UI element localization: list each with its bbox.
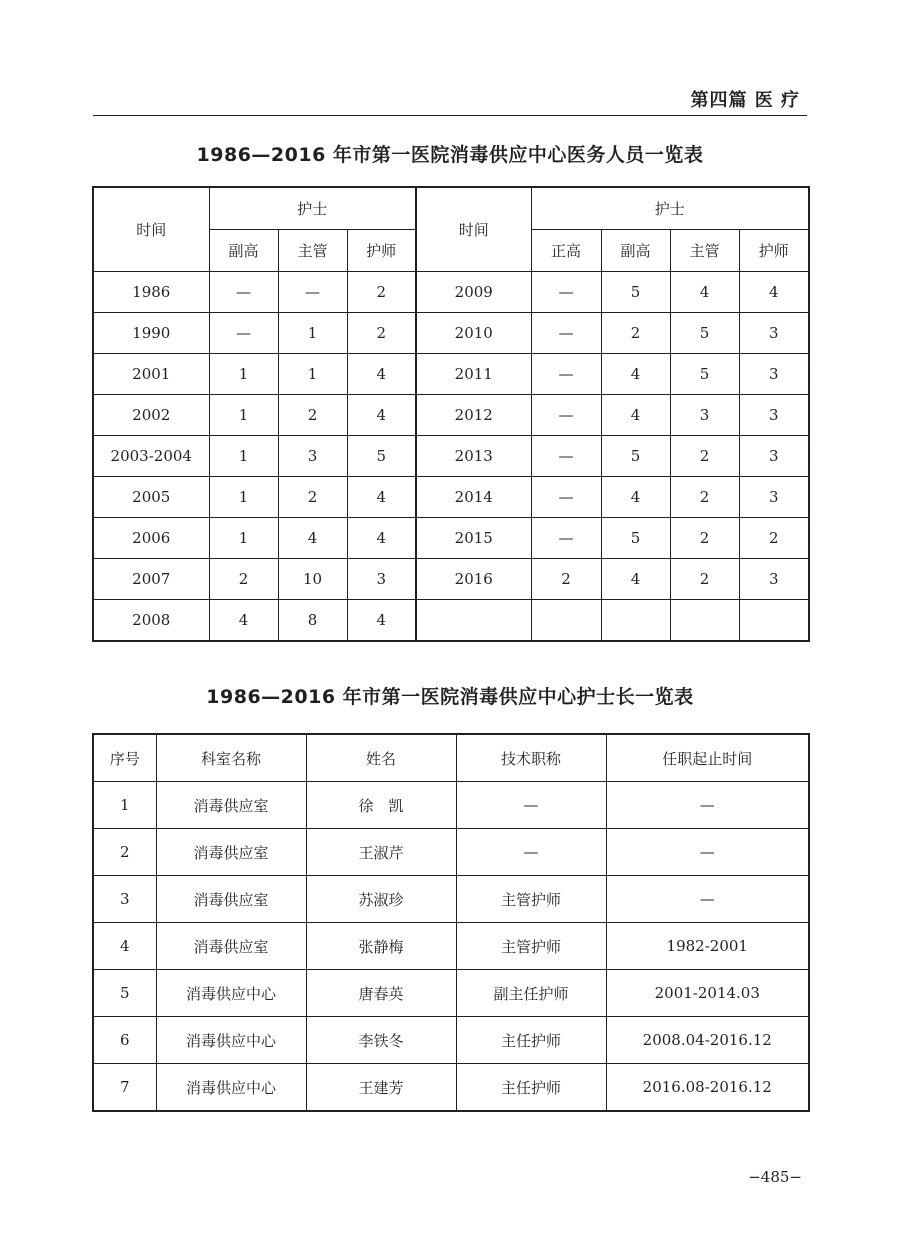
table-cell: 5 xyxy=(601,518,670,559)
table-row xyxy=(93,436,809,477)
table-cell: 消毒供应中心 xyxy=(156,1064,306,1112)
col-header: 技术职称 xyxy=(456,734,606,782)
table-cell: 3 xyxy=(347,559,416,600)
time-header: 时间 xyxy=(93,187,209,272)
table-cell: 4 xyxy=(347,477,416,518)
table-cell: 4 xyxy=(347,354,416,395)
table-row xyxy=(93,970,809,1017)
table-cell: 2008 xyxy=(93,600,209,642)
table-cell: — xyxy=(209,313,278,354)
table-cell: 1 xyxy=(209,436,278,477)
col-header: 序号 xyxy=(93,734,156,782)
table-cell: 2009 xyxy=(416,272,531,313)
col-header: 主管 xyxy=(670,230,739,272)
table-cell: 2 xyxy=(278,477,347,518)
table-cell: 1 xyxy=(209,395,278,436)
table-cell: 主任护师 xyxy=(456,1017,606,1064)
table-cell: 1990 xyxy=(93,313,209,354)
table-cell: 2 xyxy=(347,313,416,354)
table-cell: 3 xyxy=(739,559,809,600)
table-cell: 副主任护师 xyxy=(456,970,606,1017)
table-cell: 2008.04-2016.12 xyxy=(606,1017,809,1064)
table-cell: 1 xyxy=(278,354,347,395)
table-cell: — xyxy=(278,272,347,313)
table-row xyxy=(93,354,809,395)
header-rule xyxy=(93,115,807,116)
table-cell: 1 xyxy=(93,782,156,829)
table-cell: 2015 xyxy=(416,518,531,559)
head-nurse-table xyxy=(92,733,810,1112)
table-cell: — xyxy=(531,436,601,477)
table-cell: 消毒供应室 xyxy=(156,876,306,923)
table-cell: — xyxy=(606,829,809,876)
table-cell: 2007 xyxy=(93,559,209,600)
table-cell: — xyxy=(531,313,601,354)
col-header: 副高 xyxy=(601,230,670,272)
col-header: 护师 xyxy=(347,230,416,272)
table-cell: — xyxy=(531,395,601,436)
table-cell: — xyxy=(531,354,601,395)
table-cell: 主管护师 xyxy=(456,923,606,970)
table-row xyxy=(93,272,809,313)
table-cell: — xyxy=(456,782,606,829)
table-cell: 2010 xyxy=(416,313,531,354)
table-cell: 2 xyxy=(670,518,739,559)
table-cell: 3 xyxy=(93,876,156,923)
table-row xyxy=(93,876,809,923)
table-cell: 8 xyxy=(278,600,347,642)
table-cell: 5 xyxy=(670,313,739,354)
table-cell: 4 xyxy=(601,395,670,436)
table-cell: 消毒供应室 xyxy=(156,923,306,970)
table-cell: 2006 xyxy=(93,518,209,559)
table-cell: 1 xyxy=(209,477,278,518)
table-cell: 主管护师 xyxy=(456,876,606,923)
table-cell: 6 xyxy=(93,1017,156,1064)
col-header: 正高 xyxy=(531,230,601,272)
table-cell: 1 xyxy=(278,313,347,354)
table-cell: 5 xyxy=(601,436,670,477)
table-cell: 4 xyxy=(601,477,670,518)
table-cell: 苏淑珍 xyxy=(306,876,456,923)
table-cell: 4 xyxy=(670,272,739,313)
table-cell: 2 xyxy=(601,313,670,354)
table-row xyxy=(93,518,809,559)
table-cell: 2016 xyxy=(416,559,531,600)
table-cell: 2 xyxy=(670,436,739,477)
table-cell xyxy=(601,600,670,642)
table-cell: 5 xyxy=(93,970,156,1017)
time-header: 时间 xyxy=(416,187,531,272)
table-cell: 2 xyxy=(531,559,601,600)
staff-table-title: 1986—2016 年市第一医院消毒供应中心医务人员一览表 xyxy=(196,144,704,166)
table-cell: — xyxy=(606,876,809,923)
page-number: −485− xyxy=(748,1168,802,1186)
table-row xyxy=(93,477,809,518)
table-cell: 王淑芹 xyxy=(306,829,456,876)
table-cell: 2012 xyxy=(416,395,531,436)
table-cell: — xyxy=(531,477,601,518)
table-cell: 1 xyxy=(209,518,278,559)
table-cell: 3 xyxy=(670,395,739,436)
table-cell: 2 xyxy=(670,477,739,518)
table-cell: 2014 xyxy=(416,477,531,518)
table-cell: 消毒供应室 xyxy=(156,829,306,876)
table-cell: 2001-2014.03 xyxy=(606,970,809,1017)
table-row xyxy=(93,313,809,354)
table-cell: 3 xyxy=(278,436,347,477)
table-cell: 4 xyxy=(278,518,347,559)
table-cell: 唐春英 xyxy=(306,970,456,1017)
table-cell: 张静梅 xyxy=(306,923,456,970)
table-row xyxy=(93,395,809,436)
col-header: 副高 xyxy=(209,230,278,272)
table-row xyxy=(93,1064,809,1112)
table-cell: 2016.08-2016.12 xyxy=(606,1064,809,1112)
running-head: 第四篇 医 疗 xyxy=(690,90,800,111)
col-header: 护师 xyxy=(739,230,809,272)
table-cell: 2 xyxy=(278,395,347,436)
table-cell: 李铁冬 xyxy=(306,1017,456,1064)
table-cell: — xyxy=(456,829,606,876)
table-cell: 4 xyxy=(347,395,416,436)
table-cell: 2005 xyxy=(93,477,209,518)
table-cell: — xyxy=(606,782,809,829)
table-cell: 2001 xyxy=(93,354,209,395)
table-cell: 2003-2004 xyxy=(93,436,209,477)
table-cell: 4 xyxy=(93,923,156,970)
table-cell: 3 xyxy=(739,436,809,477)
table-cell: 5 xyxy=(670,354,739,395)
table-cell: 3 xyxy=(739,395,809,436)
table-row xyxy=(93,829,809,876)
table-cell: 主任护师 xyxy=(456,1064,606,1112)
table-cell: 1982-2001 xyxy=(606,923,809,970)
table-cell: 2011 xyxy=(416,354,531,395)
table-cell: 3 xyxy=(739,354,809,395)
col-header: 科室名称 xyxy=(156,734,306,782)
table-row xyxy=(93,1017,809,1064)
table-row xyxy=(93,923,809,970)
table-cell: — xyxy=(531,518,601,559)
table-cell xyxy=(739,600,809,642)
table-row xyxy=(93,600,809,642)
table-header-row xyxy=(93,734,809,782)
table-cell: 消毒供应室 xyxy=(156,782,306,829)
table-cell: — xyxy=(209,272,278,313)
table-cell: 4 xyxy=(347,518,416,559)
table-cell xyxy=(416,600,531,642)
table-cell: 徐 凯 xyxy=(306,782,456,829)
table-cell: 5 xyxy=(601,272,670,313)
table-cell: 4 xyxy=(209,600,278,642)
table-cell: 3 xyxy=(739,313,809,354)
table-cell xyxy=(531,600,601,642)
table-cell: 2002 xyxy=(93,395,209,436)
head-nurse-table-title: 1986—2016 年市第一医院消毒供应中心护士长一览表 xyxy=(206,686,694,708)
staff-table xyxy=(92,186,810,642)
table-cell: 2 xyxy=(347,272,416,313)
table-cell: 2 xyxy=(739,518,809,559)
table-cell: 消毒供应中心 xyxy=(156,1017,306,1064)
table-cell: 2 xyxy=(93,829,156,876)
table-cell: 1 xyxy=(209,354,278,395)
table-cell: 2 xyxy=(209,559,278,600)
table-cell: 王建芳 xyxy=(306,1064,456,1112)
table-cell: 2013 xyxy=(416,436,531,477)
nurse-header: 护士 xyxy=(531,187,809,230)
table-cell: 1986 xyxy=(93,272,209,313)
table-cell: 7 xyxy=(93,1064,156,1112)
table-cell: 4 xyxy=(347,600,416,642)
table-row xyxy=(93,559,809,600)
table-cell: 4 xyxy=(601,354,670,395)
table-cell: 2 xyxy=(670,559,739,600)
table-cell xyxy=(670,600,739,642)
table-row xyxy=(93,782,809,829)
table-cell: 消毒供应中心 xyxy=(156,970,306,1017)
col-header: 任职起止时间 xyxy=(606,734,809,782)
table-cell: 3 xyxy=(739,477,809,518)
col-header: 主管 xyxy=(278,230,347,272)
nurse-header: 护士 xyxy=(209,187,416,230)
table-cell: 5 xyxy=(347,436,416,477)
col-header: 姓名 xyxy=(306,734,456,782)
table-cell: 4 xyxy=(601,559,670,600)
table-cell: 4 xyxy=(739,272,809,313)
table-cell: 10 xyxy=(278,559,347,600)
table-cell: — xyxy=(531,272,601,313)
